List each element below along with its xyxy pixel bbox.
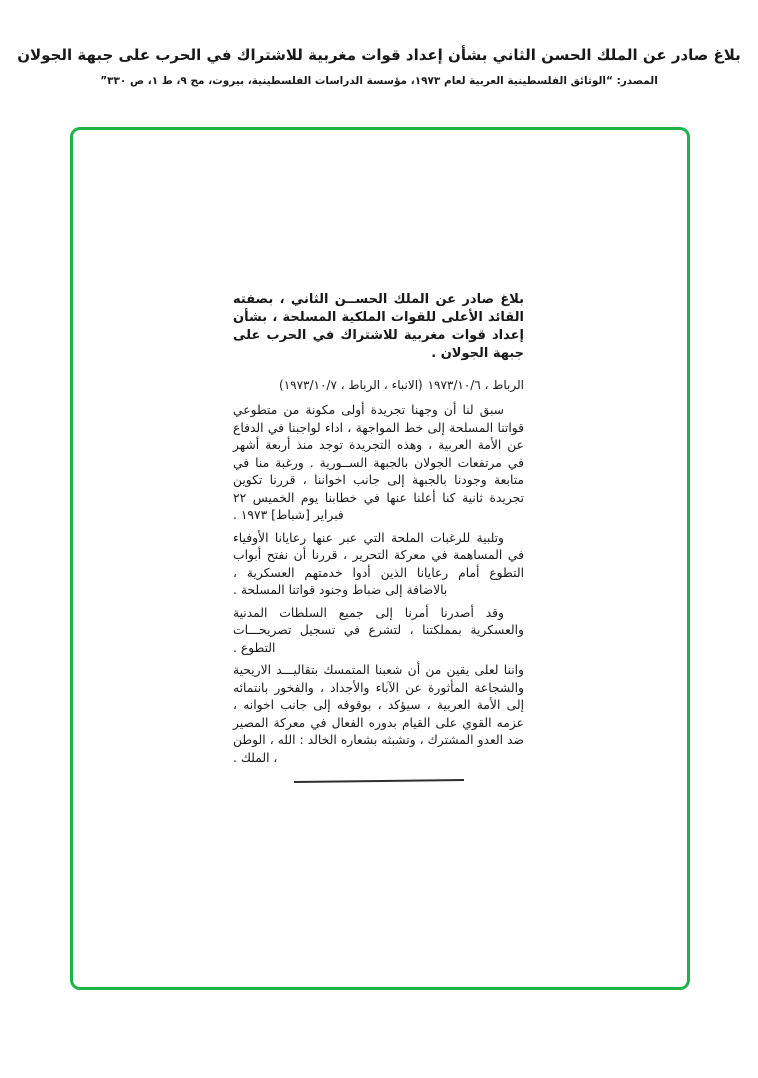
source-citation: المصدر: “الوثائق الفلسطينية العربية لعام ١٩٧٣، مؤسسة الدراسات الفلسطينية، بيروت، مج ٩، ط ١، ص ٣٣٠”	[100, 75, 658, 87]
page-header	[0, 46, 758, 87]
dateline-place-date: الرباط ، ١٩٧٣/١٠/٦	[427, 378, 524, 392]
dateline	[233, 378, 524, 392]
body-paragraph-1: سبق لنا أن وجهنا تجريدة أولى مكونة من متطوعي قواتنا المسلحة إلى خط المواجهة ، اداء لواجبنا في الدفاع عن الأمة العربية ، وهذه التجريدة توجد منذ أربعة أشهر في مرتفعات الجولان بالجبهة الســورية . ورغبة منا في متابعة وجودنا بالجبهة إلى جانب اخواننا ، قررنا تكوين تجريدة ثانية كنا أعلنا عنها في خطابنا يوم الخميس ٢٢ فبراير [شباط] ١٩٧٣ .	[233, 403, 524, 522]
document-heading: بلاغ صادر عن الملك الحســن الثاني ، بصفته القائد الأعلى للقوات الملكية المسلحة ، بشأن إعداد قوات مغربية للاشتراك في الحرب على جبهة الجولان .	[233, 292, 524, 361]
body-paragraph-2: وتلبية للرغبات الملحة التي عبر عنها رعايانا الأوفياء في المساهمة في معركة التحرير ، قررنا أن نفتح أبواب التطوع أمام رعايانا الذين أدوا خدمتهم العسكرية ، بالاضافة إلى ضباط وجنود قواتنا المسلحة .	[233, 530, 524, 597]
body-paragraph-4: واننا لعلى يقين من أن شعبنا المتمسك بتقاليـــد الاريحية والشجاعة المأثورة عن الآباء والأجداد ، والفخور بانتمائه إلى الأمة العربية ، سيؤكد ، بوقوفه إلى جانب اخوانه ، عزمه القوي على القيام بدوره الفعال في معركة المصير ضد العدو المشترك ، وتشبثه بشعاره الخالد : الله ، الوطن ، الملك .	[233, 663, 524, 765]
body-paragraph-3: وقد أصدرنا أمرنا إلى جميع السلطات المدنية والعسكرية بمملكتنا ، لتشرع في تسجيل تصريحـــات التطوع .	[233, 605, 524, 655]
page-title: بلاغ صادر عن الملك الحسن الثاني بشأن إعداد قوات مغربية للاشتراك في الحرب على جبهة الجولان	[17, 46, 741, 64]
dateline-agency: (الانباء ، الرباط ، ١٩٧٣/١٠/٧)	[279, 378, 423, 392]
document-body	[233, 291, 524, 782]
